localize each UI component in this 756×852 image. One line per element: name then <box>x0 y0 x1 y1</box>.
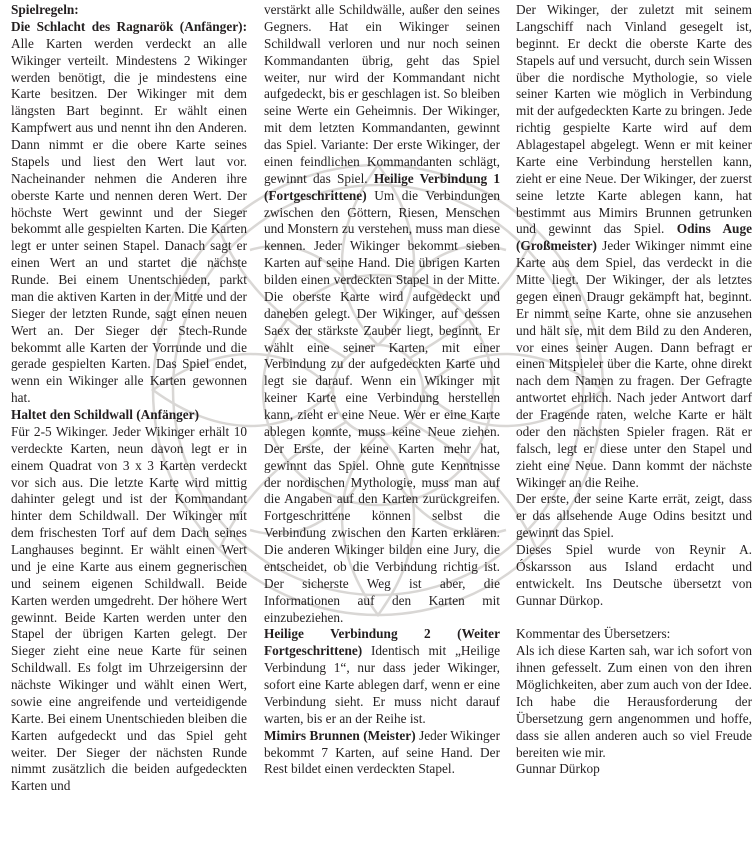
odin-text: Jeder Wikinger nimmt eine Karte aus dem Spiel, das verdeckt in die Mitte liegt. Der Wikinger, der als letztes gegen einen Draugr gekämpft hat, beginnt. Er nimmt seine Karte, ohne sie anzusehen und hält sie, mit dem Bild zu den Anderen, vor eines seiner Augen. Dann befragt er einen Mitspieler über die Karte, ohne direkt nach dem Namen zu fragen. Der Gefragte antwortet ehrlich. Nach jeder Antwort darf der Fragende raten, welche Karte er hält oder den nächsten Spieler fragen. Rät er falsch, legt er diese unter den Stapel und zieht eine Neue. Dann kommt der nächste Wikinger an die Reihe. <box>516 238 752 490</box>
odin-text-2: Der erste, der seine Karte errät, zeigt, dass er das allsehende Auge Odins besitzt und gewinnt das Spiel. <box>516 491 752 541</box>
mimir-text-b: Der Wikinger, der zuletzt mit seinem Langschiff nach Vinland gesegelt ist, beginnt. Er deckt die oberste Karte des Stapels auf und versucht, durch sein Wissen über die nordische Mythologie, so viele seiner Karten wie möglich in Verbindung mit der aufgedeckten Karte zu bringen. Jede richtig gespielte Karte wird auf dem Ablagestapel abgelegt. Wenn er mit keiner Karte eine Verbindung herstellen kann, zieht er eine Neue. Der Wikinger, der zuerst seine letzte Karte ablegen kann, hat bestimmt aus Mimirs Brunnen getrunken und gewinnt das Spiel. <box>516 2 752 237</box>
rules-section-schlacht <box>11 2 247 407</box>
mimir-text-a: Jeder Wikinger bekommt 7 Karten, auf seine Hand. Der Rest bildet einen verdeckten Stapel. <box>264 727 500 777</box>
schildwall-title: Haltet den Schildwall (Anfänger) <box>11 407 200 422</box>
odin-title: Odins Auge (Großmeister) <box>516 221 752 254</box>
column-3 <box>516 2 752 848</box>
credits: Dieses Spiel wurde von Reynir A. Óskarsson aus Island erdacht und entwickelt. Ins Deutsche übersetzt von Gunnar Dürkop. <box>516 542 752 608</box>
schlacht-title: Die Schlacht des Ragnarök (Anfänger): <box>11 18 247 34</box>
verbindung1-text: Um die Verbindungen zwischen den Göttern, Riesen, Menschen und Monstern zu verstehen, muss man diese kennen. Jeder Wikinger bekommt sieben Karten auf seine Hand. Die übrigen Karten bilden einen verdeckten Stapel in der Mitte. Die oberste Karte wird aufgedeckt und daneben gelegt. Der Wikinger, auf dessen Saex der stärkste Zauber liegt, beginnt. Er wählt eine seiner Karten, mit einer Verbindung zu der aufgedeckten Karte und legt sie darauf. Wenn ein Wikinger mit keiner Karte eine Verbindung herstellen kann, zieht er eine Neue. Wer er eine Karte ablegen konnte, muss keine Neue ziehen. Der Erste, der keine Karten mehr hat, gewinnt das Spiel. Ohne gute Kenntnisse der nordischen Mythologie, muss man auf die Angaben auf den Karten zurückgreifen. Fortgeschrittene können selbst die Verbindung zwischen den Karten erklären. Die anderen Wikinger bilden eine Jury, die entscheidet, ob die Verbindung richtig ist. Der sicherste Weg ist aber, die Informationen auf den Karten mit einzubeziehen. <box>264 187 500 625</box>
rules-section-mimir <box>264 728 500 779</box>
verbindung1-title: Heilige Verbindung 1 (Fortgeschrittene) <box>264 170 500 203</box>
rules-heading: Spielregeln: <box>11 2 79 17</box>
translator-signature: Gunnar Dürkop <box>516 761 600 777</box>
translator-heading: Kommentar des Übersetzers: <box>516 626 671 642</box>
spacer <box>516 610 752 627</box>
verbindung2-text: Identisch mit „Heilige Verbindung 1“, nur dass jeder Wikinger, sofort eine Karte ablegen darf, wenn er eine Verbindung sieht. Er muss nicht darauf warten, bis er an der Reihe ist. <box>264 643 500 726</box>
schildwall-text-b: verstärkt alle Schildwälle, außer den seines Gegners. Hat ein Wikinger seinen Schildwall verloren und nur noch seinen Kommandanten übrig, geht das Spiel weiter, nur wird der Kommandant nicht aufgedeckt, bis er geschlagen ist. So bleiben seine Werte ein Geheimnis. Der Wikinger, mit dem letzten Kommandanten, gewinnt das Spiel. Variante: Der erste Wikinger, der einen feindlichen Kommandanten schlägt, gewinnt das Spiel. <box>264 2 500 186</box>
column-2 <box>264 2 500 848</box>
rules-section-schildwall-cont <box>264 2 500 626</box>
rules-document <box>11 2 752 848</box>
column-1 <box>11 2 247 848</box>
schlacht-text: Alle Karten werden verdeckt an alle Wikinger verteilt. Mindestens 2 Wikinger werden benötigt, die je mindestens eine Karte besitzen. Der Wikinger mit dem längsten Bart beginnt. Er wählt einen Kampfwert aus und nennt ihn den Anderen. Dann nimmt er die obere Karte seines Stapels und liest den Wert laut vor. Nacheinander nehmen die Anderen ihre oberste Karte und nennen deren Wert. Der höchste Wert gewinnt und der Sieger bekommt alle gespielten Karten. Die Karten legt er unter seinen Stapel. Danach sagt er einen Wert an und startet die nächste Runde. Bei einem Unentschieden, parkt man die aktiven Karten in der Mitte und der Sieger der letzten Runde, sagt einen neuen Wert an. Der Sieger der Stech-Runde bekommt alle Karten der Vorrunde und die gerade gespielten Karten. Das Spiel endet, wenn ein Wikinger alle Karten gewonnen hat. <box>11 35 247 406</box>
rules-section-verbindung2 <box>264 626 500 727</box>
rules-section-schildwall <box>11 407 247 795</box>
schildwall-text-a: Für 2-5 Wikinger. Jeder Wikinger erhält 10 verdeckte Karten, neun davon legt er in einem Quadrat von 3 x 3 Karten verdeckt vor sich aus. Die letzte Karte wird mittig dahinter gelegt und ist der Kommandant hinter dem Schildwall. Der Wikinger mit dem frischesten Torf auf dem Dach seines Langhauses beginnt. Er wählt einen Wert und je eine Karte aus einem gegnerischen und seinem eigenen Schildwall. Beide Karten werden umgedreht. Der höhere Wert gewinnt. Beide Karten werden unter den Stapel der übrigen Karten gelegt. Der Sieger zieht eine neue Karte für seinen Schildwall. Es folgt im Uhrzeigersinn der nächste Wikinger und wählt einen Wert, sowie eine angreifende und verteidigende Karte. Bei einem Unentschieden bleiben die Karten aufgedeckt und das Spiel geht weiter. Der Sieger der nächsten Runde nimmt zusätzlich die beiden aufgedeckten Karten und <box>11 423 247 794</box>
translator-text: Als ich diese Karten sah, war ich sofort von ihnen gefesselt. Zum einen von den ihren Möglichkeiten, aber zum auch von der Idee. Ich habe die Herausforderung der Übersetzung gern angenommen und hoffe, dass sie allen anderen auch so viel Freude bereiten wie mir. <box>516 643 752 760</box>
mimir-title: Mimirs Brunnen (Meister) <box>264 727 416 743</box>
verbindung2-title: Heilige Verbindung 2 (Weiter Fortgeschrittene) <box>264 626 500 659</box>
rules-section-mimir-cont <box>516 2 752 491</box>
